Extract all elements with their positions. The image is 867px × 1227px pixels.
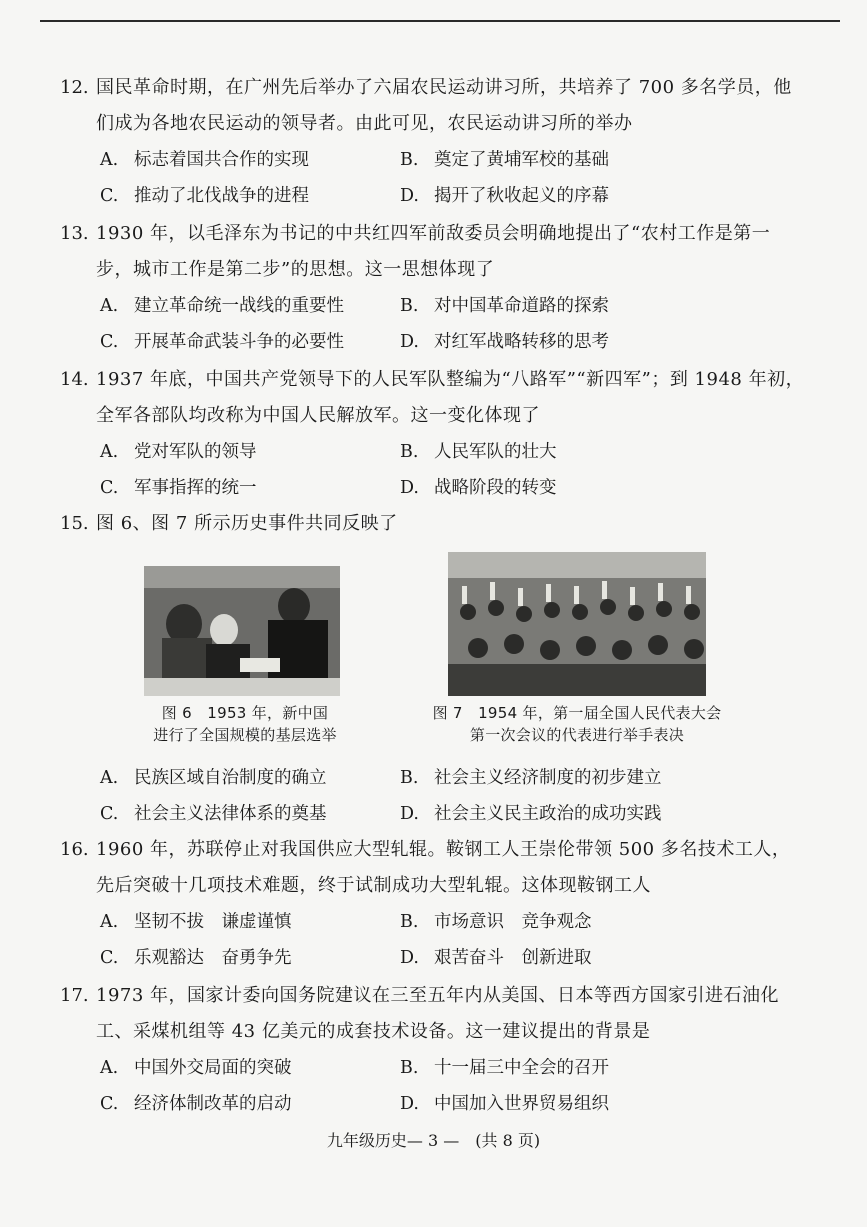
option-c[interactable]: C. 社会主义法律体系的奠基	[100, 804, 327, 824]
options	[100, 142, 806, 214]
question-number: 17.	[60, 985, 89, 1006]
voting-photo-graphic	[448, 552, 706, 696]
question-stem: 1960 年，苏联停止对我国供应大型轧辊。鞍钢工人王崇伦带领 500 多名技术工人，先后突破十几项技术难题，终于试制成功大型轧辊。这体现鞍钢工人	[96, 839, 791, 896]
question-number: 15.	[60, 513, 89, 534]
option-b[interactable]: B. 对中国革命道路的探索	[400, 296, 609, 316]
question-number: 14.	[60, 369, 89, 390]
voting-photo	[448, 552, 706, 696]
question-number: 13.	[60, 223, 89, 244]
options	[100, 288, 806, 360]
options	[100, 1050, 806, 1122]
option-a[interactable]: A. 建立革命统一战线的重要性	[100, 296, 344, 316]
figures	[136, 560, 756, 760]
options	[100, 434, 806, 506]
option-b[interactable]: B. 人民军队的壮大	[400, 442, 557, 462]
option-c[interactable]: C. 开展革命武装斗争的必要性	[100, 332, 344, 352]
option-b[interactable]: B. 社会主义经济制度的初步建立	[400, 768, 662, 788]
option-d[interactable]: D. 艰苦奋斗 创新进取	[400, 948, 592, 968]
option-a[interactable]: A. 民族区域自治制度的确立	[100, 768, 327, 788]
top-rule	[40, 20, 840, 22]
figure-7	[448, 552, 706, 696]
option-a[interactable]: A. 中国外交局面的突破	[100, 1058, 292, 1078]
options	[100, 904, 806, 976]
election-photo	[144, 566, 340, 696]
option-c[interactable]: C. 推动了北伐战争的进程	[100, 186, 309, 206]
question-number: 16.	[60, 839, 89, 860]
election-photo-graphic	[144, 566, 340, 696]
options	[100, 760, 806, 832]
option-d[interactable]: D. 揭开了秋收起义的序幕	[400, 186, 609, 206]
question-15	[60, 506, 806, 542]
figure-6	[144, 566, 340, 696]
figure-7-caption: 图 7 1954 年，第一届全国人民代表大会 第一次会议的代表进行举手表决	[432, 704, 722, 744]
option-d[interactable]: D. 对红军战略转移的思考	[400, 332, 609, 352]
question-14	[60, 362, 806, 506]
option-d[interactable]: D. 战略阶段的转变	[400, 478, 557, 498]
option-c[interactable]: C. 经济体制改革的启动	[100, 1094, 292, 1114]
option-b[interactable]: B. 奠定了黄埔军校的基础	[400, 150, 609, 170]
option-a[interactable]: A. 标志着国共合作的实现	[100, 150, 309, 170]
question-number: 12.	[60, 77, 89, 98]
question-stem: 1937 年底，中国共产党领导下的人民军队整编为“八路军”“新四军”；到 1948 年初，全军各部队均改称为中国人民解放军。这一变化体现了	[96, 369, 805, 426]
option-c[interactable]: C. 军事指挥的统一	[100, 478, 257, 498]
option-a[interactable]: A. 坚韧不拔 谦虚谨慎	[100, 912, 292, 932]
question-stem: 1930 年，以毛泽东为书记的中共红四军前敌委员会明确地提出了“农村工作是第一步，城市工作是第二步”的思想。这一思想体现了	[96, 223, 771, 280]
question-16	[60, 832, 806, 976]
question-stem: 图 6、图 7 所示历史事件共同反映了	[96, 513, 398, 534]
option-d[interactable]: D. 社会主义民主政治的成功实践	[400, 804, 662, 824]
page-footer: 九年级历史— 3 — (共 8 页)	[326, 1131, 541, 1150]
option-b[interactable]: B. 市场意识 竞争观念	[400, 912, 592, 932]
question-stem: 国民革命时期，在广州先后举办了六届农民运动讲习所，共培养了 700 多名学员，他们成为各地农民运动的领导者。由此可见，农民运动讲习所的举办	[96, 77, 792, 134]
question-17	[60, 978, 806, 1122]
option-a[interactable]: A. 党对军队的领导	[100, 442, 257, 462]
question-13	[60, 216, 806, 360]
question-15-options	[96, 760, 806, 832]
question-12	[60, 70, 806, 214]
option-d[interactable]: D. 中国加入世界贸易组织	[400, 1094, 609, 1114]
option-c[interactable]: C. 乐观豁达 奋勇争先	[100, 948, 292, 968]
option-b[interactable]: B. 十一届三中全会的召开	[400, 1058, 609, 1078]
figure-6-caption: 图 6 1953 年，新中国 进行了全国规模的基层选举	[153, 704, 337, 744]
question-stem: 1973 年，国家计委向国务院建议在三至五年内从美国、日本等西方国家引进石油化工、采煤机组等 43 亿美元的成套技术设备。这一建议提出的背景是	[96, 985, 780, 1042]
